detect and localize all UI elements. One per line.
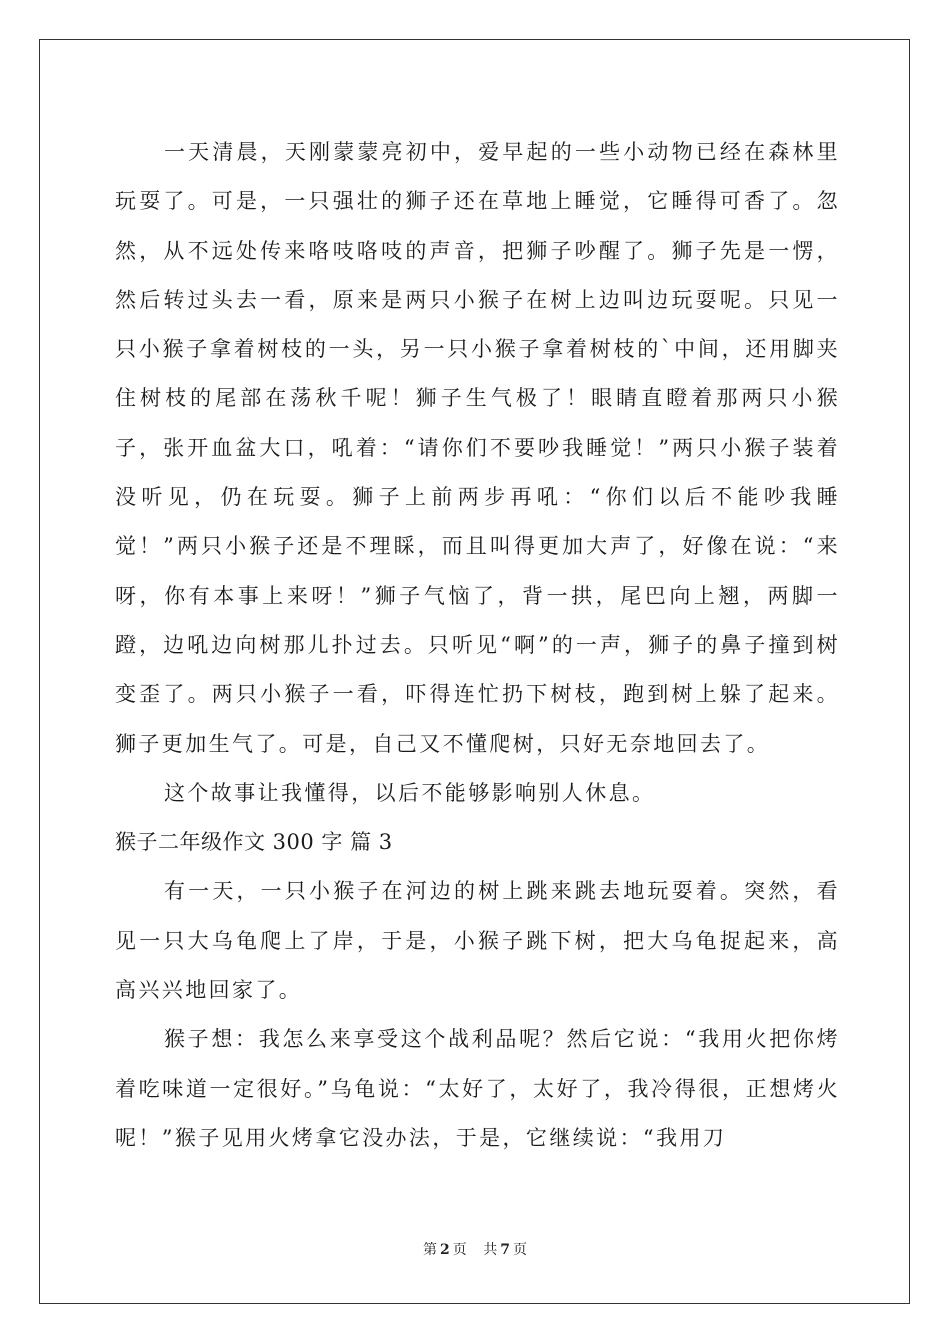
total-suffix: 页 xyxy=(512,1242,527,1258)
total-prefix: 共 xyxy=(483,1242,498,1258)
page-total xyxy=(480,1242,530,1258)
paragraph-monkey-thinks: 猴子想：我怎么来享受这个战利品呢？然后它说：“我用火把你烤着吃味道一定很好。”乌龟说：“太好了，太好了，我冷得很，正想烤火呢！”猴子见用火烤拿它没办法，于是，它继续说：“我用刀 xyxy=(115,1027,840,1150)
paragraph-lesson: 这个故事让我懂得，以后不能够影响别人休息。 xyxy=(164,780,656,805)
paragraph-lion-story: 一天清晨，天刚蒙蒙亮初中，爱早起的一些小动物已经在森林里玩耍了。可是，一只强壮的狮子还在草地上睡觉，它睡得可香了。忽然，从不远处传来咯吱咯吱的声音，把狮子吵醒了。狮子先是一愣，然后转过头去一看，原来是两只小猴子在树上边叫边玩耍呢。只见一只小猴子拿着树枝的一头，另一只小猴子拿着树枝的`中间，还用脚夹住树枝的尾部在荡秋千呢！狮子生气极了！眼睛直瞪着那两只小猴子，张开血盆大口，吼着：“请你们不要吵我睡觉！”两只小猴子装着没听见，仍在玩耍。狮子上前两步再吼：“你们以后不能吵我睡觉！”两只小猴子还是不理睬，而且叫得更加大声了，好像在说：“来呀，你有本事上来呀！”狮子气恼了，背一拱，尾巴向上翘，两脚一蹬，边吼边向树那儿扑过去。只听见“啊”的一声，狮子的鼻子撞到树变歪了。两只小猴子一看，吓得连忙扔下树枝，跑到树上躲了起来。狮子更加生气了。可是，自己又不懂爬树，只好无奈地回去了。 xyxy=(115,140,840,756)
page-number xyxy=(420,1242,470,1258)
page-footer xyxy=(0,1240,950,1260)
page-prefix: 第 xyxy=(423,1242,438,1258)
essay-heading: 猴子二年级作文 300 字 篇 3 xyxy=(115,830,393,855)
paragraph-monkey-turtle: 有一天，一只小猴子在河边的树上跳来跳去地玩耍着。突然，看见一只大乌龟爬上了岸，于是，小猴子跳下树，把大乌龟捉起来，高高兴兴地回家了。 xyxy=(115,879,840,1003)
document-body xyxy=(115,128,840,1163)
page-suffix: 页 xyxy=(452,1242,467,1258)
current-page: 2 xyxy=(440,1242,450,1258)
total-pages: 7 xyxy=(500,1242,510,1258)
